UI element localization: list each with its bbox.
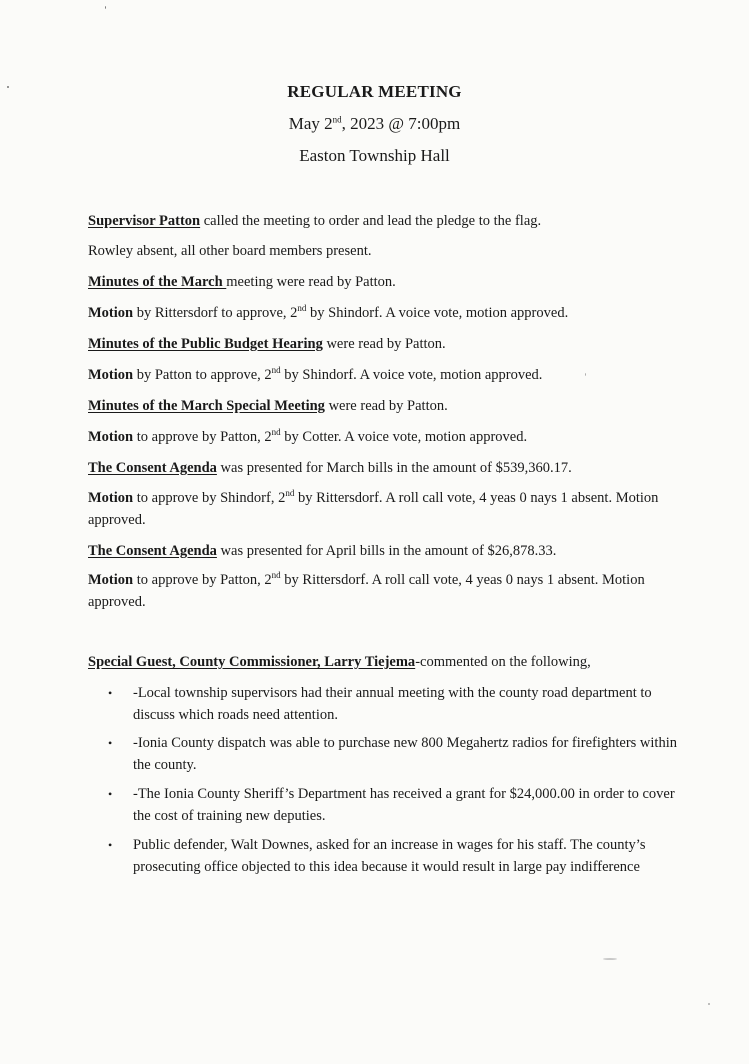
- paragraph-call-to-order: Supervisor Patton called the meeting to order and lead the pledge to the flag.: [88, 213, 542, 229]
- paragraph-budget-hearing-minutes: Minutes of the Public Budget Hearing were read by Patton.: [88, 336, 446, 352]
- meeting-location: Easton Township Hall: [299, 146, 450, 165]
- scan-speck: [603, 958, 617, 960]
- paragraph-motion-3: Motion to approve by Patton, 2nd by Cotter. A voice vote, motion approved.: [88, 427, 528, 445]
- paragraph-motion-1: Motion by Rittersdorf to approve, 2nd by Shindorf. A voice vote, motion approved.: [88, 303, 569, 321]
- bullet-icon: •: [108, 736, 113, 750]
- paragraph-special-meeting-minutes: Minutes of the March Special Meeting were read by Patton.: [88, 398, 448, 414]
- paragraph-consent-agenda-april: The Consent Agenda was presented for April bills in the amount of $26,878.33.: [88, 543, 557, 559]
- meeting-title: REGULAR MEETING: [287, 82, 462, 101]
- bullet-icon: •: [108, 787, 113, 801]
- paragraph-consent-agenda-march: The Consent Agenda was presented for March bills in the amount of $539,360.17.: [88, 460, 572, 476]
- scan-speck: [7, 86, 9, 88]
- paragraph-attendance: Rowley absent, all other board members present.: [88, 243, 372, 259]
- bullet-icon: •: [108, 838, 113, 852]
- scan-speck: [708, 1003, 710, 1005]
- paragraph-motion-5: Motion to approve by Patton, 2nd by Rittersdorf. A roll call vote, 4 yeas 0 nays 1 absent. Motion approved.: [88, 570, 645, 610]
- meeting-date: May 2nd, 2023 @ 7:00pm: [288, 114, 461, 133]
- paragraph-motion-4: Motion to approve by Shindorf, 2nd by Rittersdorf. A roll call vote, 4 yeas 0 nays 1 absent. Motion approved.: [88, 488, 659, 528]
- scan-speck: [585, 373, 586, 376]
- bullet-icon: •: [108, 686, 113, 700]
- paragraph-march-minutes: Minutes of the March meeting were read by Patton.: [88, 274, 396, 290]
- paragraph-special-guest: Special Guest, County Commissioner, Larry Tiejema-commented on the following,: [88, 654, 591, 670]
- paragraph-motion-2: Motion by Patton to approve, 2nd by Shindorf. A voice vote, motion approved.: [88, 365, 543, 383]
- scan-speck: [105, 6, 106, 9]
- document-page: REGULAR MEETING May 2nd, 2023 @ 7:00pm Easton Township Hall Supervisor Patton called the meeting to order and lead the pledge to the flag. Rowley absent, all other board members present. Minutes of the March meeting were read by Patton. Motion by Rittersdorf to approve, 2nd by Shindorf. A voice vote, motion approved. Minutes of the Public Budget Hearing were read by Patton. Motion by Patton to approve, 2nd by Shindorf. A voice vote, motion approved. Minutes of the March Special Meeting were read by Patton. Motion to approve by Patton, 2nd by Cotter. A voice vote, motion approved. The Consent Agenda was presented for March bills in the amount of $539,360.17. Motion to approve by Shindorf, 2nd by Rittersdorf. A roll call vote, 4 yeas 0 nays 1 absent. Motion approved. The Consent Agenda was presented for April bills in the amount of $26,878.33. Motion to approve by Patton, 2nd by Rittersdorf. A roll call vote, 4 yeas 0 nays 1 absent. Motion approved. Special Guest, County Commissioner, Larry Tiejema-commented on the following, • -Local township supervisors had their annual meeting with the county road department to discuss which roads need attention. • -Ionia County dispatch was able to purchase new 800 Megahertz radios for firefighters within the county. • -The Ionia County Sheriff’s Department has received a grant for $24,000.00 in order to cover the cost of training new deputies. • Public defender, Walt Downes, asked for an increase in wages for his staff. The county’s prosecuting office objected to this idea because it would result in large pay indifference: [0, 0, 749, 1064]
